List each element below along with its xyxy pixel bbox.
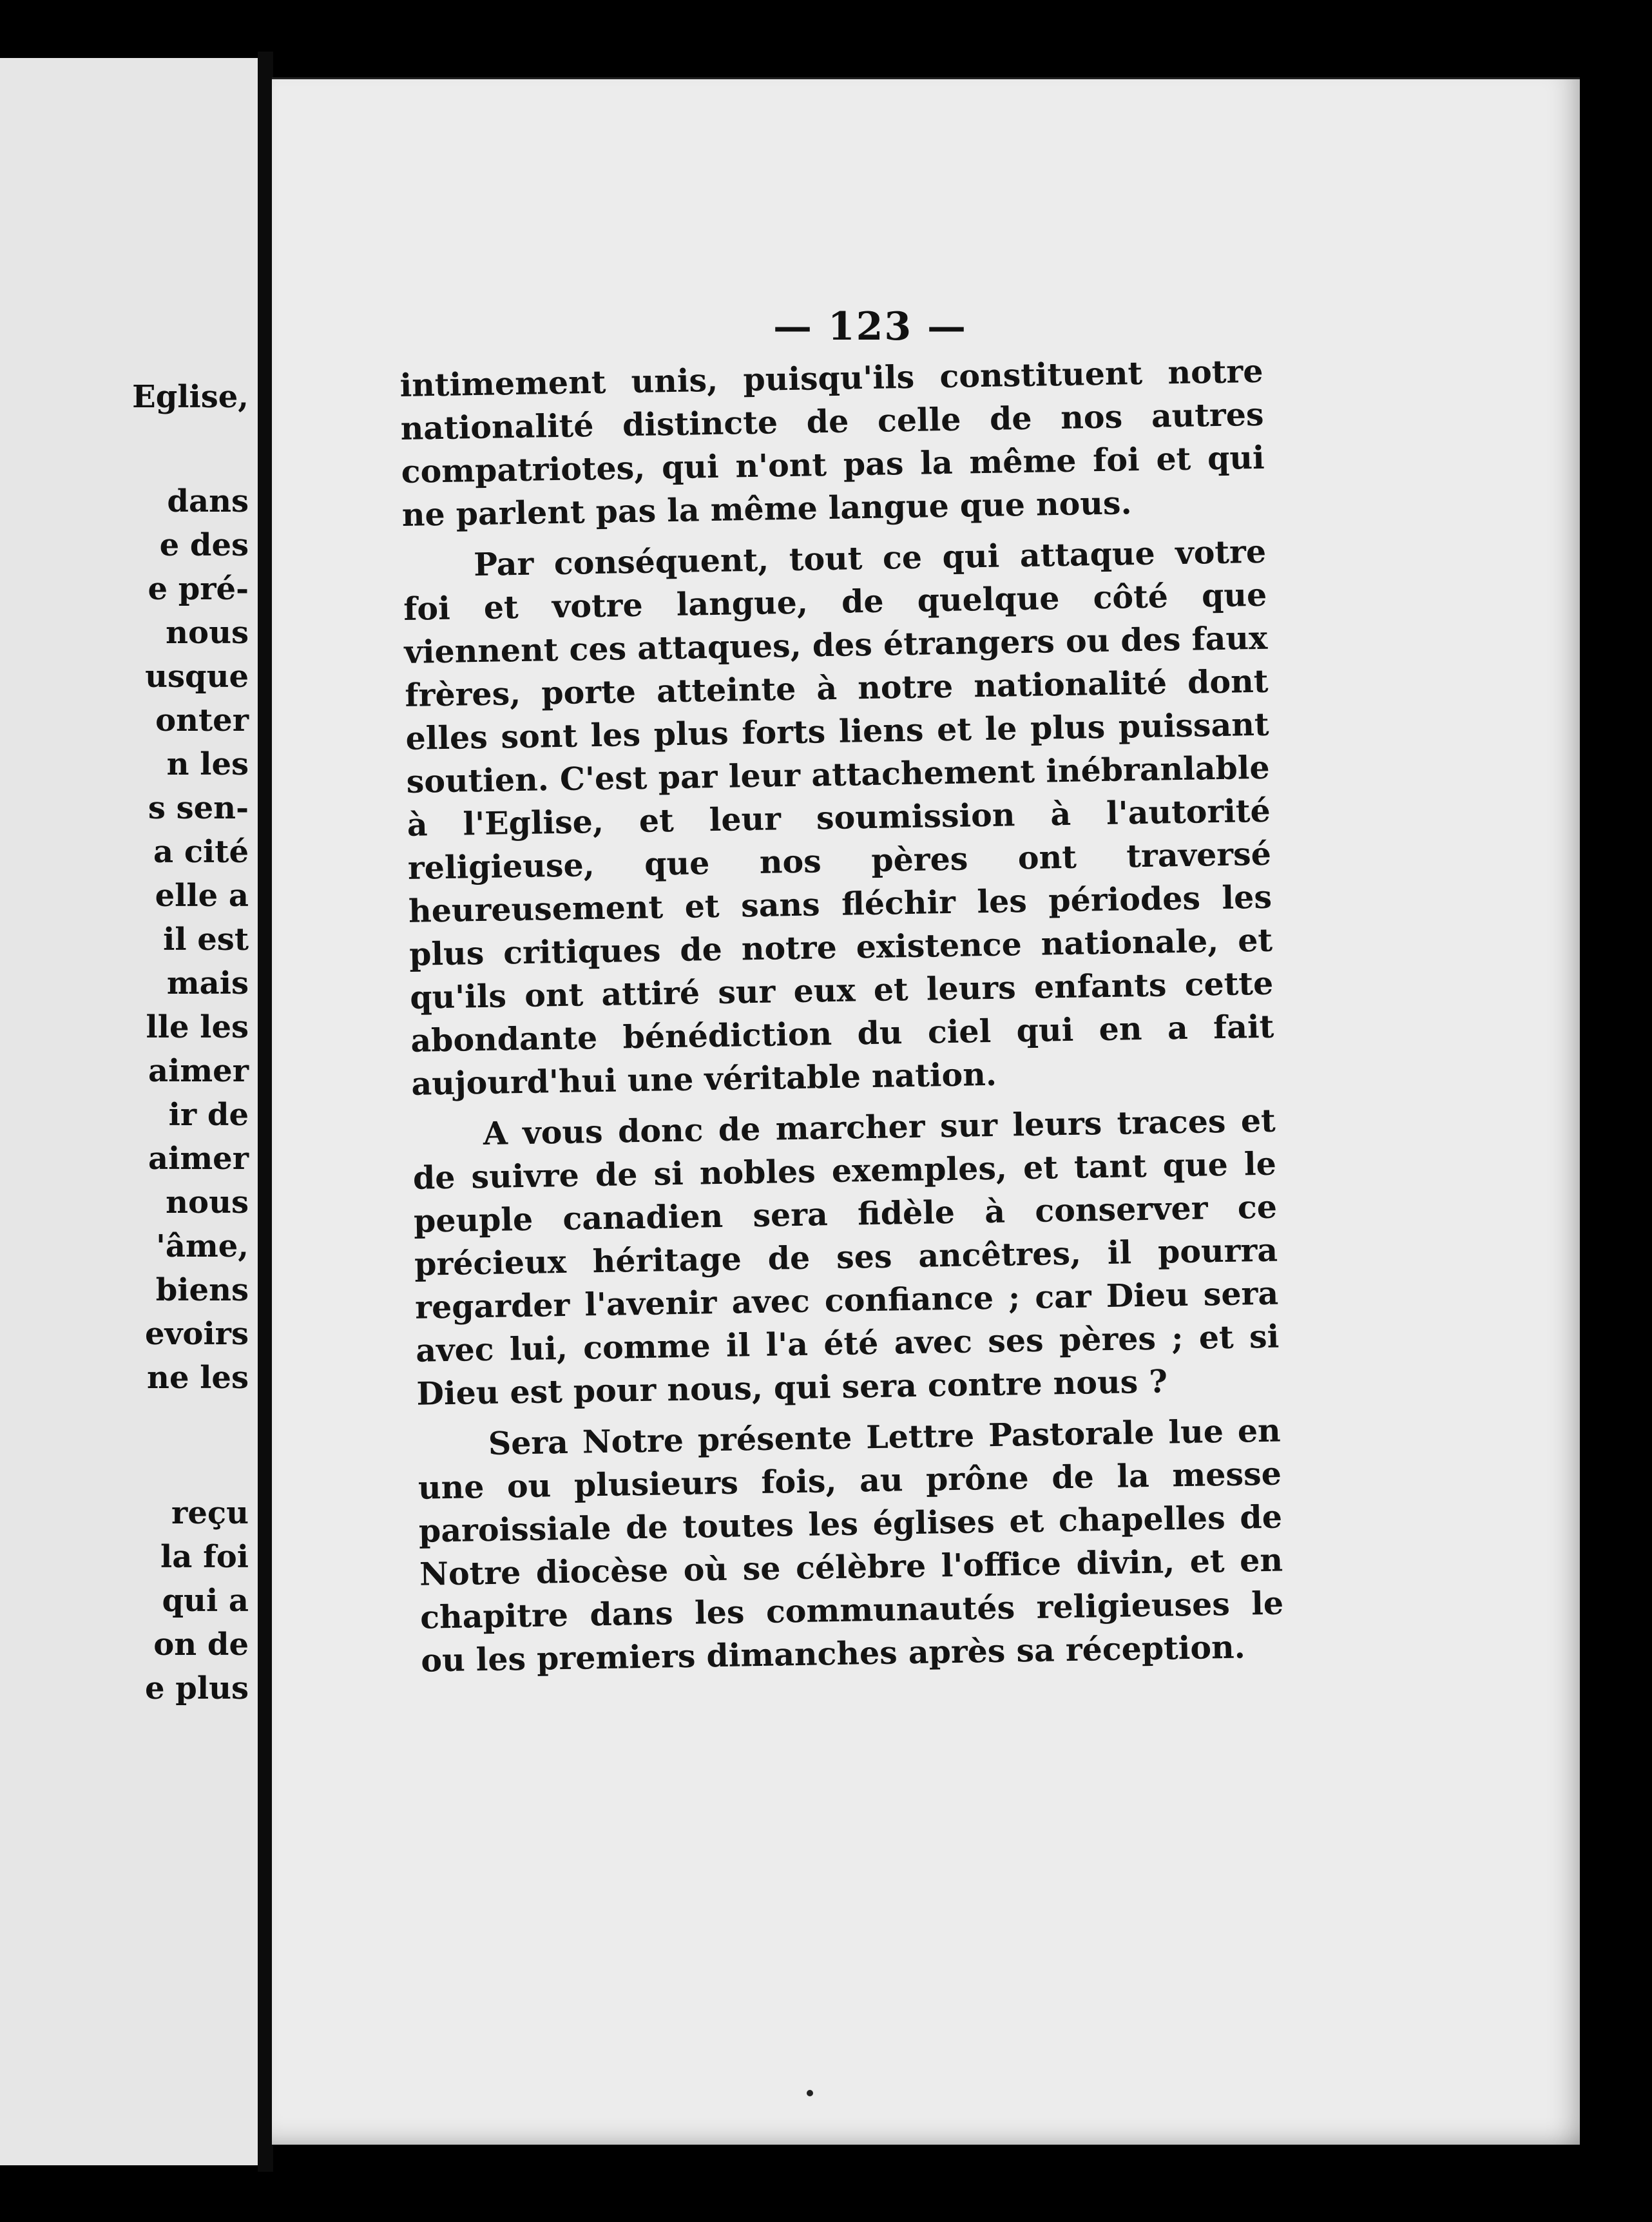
left-page-fragment: reçu [171,1495,249,1531]
left-page-fragment: onter [155,702,249,739]
paragraph: Par conséquent, tout ce qui attaque votre foi et votre langue, de quelque côté que viennent ces attaques, des étrangers ou des faux frères, porte atteinte à notre nationalité dont elles sont les plus forts liens et le plus puissant soutien. C'est par leur attachement inébranlable à l'Eglise, et leur soumission à l'autorité religieuse, que nos pères ont traversé heureusement et sans fléchir les périodes les plus critiques de notre existence nationale, et qu'ils ont attiré sur eux et leurs enfants cette abondante bénédiction du ciel qui en a fait aujourd'hui une véritable nation. [403,532,1274,1103]
page-number: — 123 — [773,304,968,349]
paragraph: A vous donc de marcher sur leurs traces et de suivre de si nobles exemples, et tant que le peuple canadien sera fidèle à conserver ce précieux héritage de ses ancêtres, il pourra regarder l'avenir avec confiance ; car Dieu sera avec lui, comme il l'a été avec ses pères ; et si Dieu est pour nous, qui sera contre nous ? [412,1101,1280,1413]
left-page-fragment: aimer [148,1053,249,1089]
left-page-fragment: ne les [147,1360,249,1396]
left-page-fragment: lle les [146,1009,249,1045]
left-page-fragment: e plus [145,1670,249,1706]
left-page-fragment: aimer [148,1141,249,1177]
left-page-fragment: on de [153,1627,249,1663]
left-page-fragment: elle a [155,878,249,914]
ink-speck [807,2090,813,2096]
paragraph: intimement unis, puisqu'ils constituent notre nationalité distincte de celle de nos autres compatriotes, qui n'ont pas la même foi et qui ne parlent pas la même langue que nous. [399,352,1265,534]
left-page-fragment: ir de [168,1097,249,1133]
left-page-fragment: qui a [162,1583,249,1619]
left-page-fragment: 'âme, [156,1228,249,1264]
left-page-fragment: biens [155,1272,249,1308]
left-page-fragment: e pré- [148,571,249,607]
left-page-fragment: Eglise, [132,379,249,415]
left-page-fragment: la foi [160,1539,249,1575]
left-page-fragment: usque [145,659,249,695]
left-page-fragment: dans [167,483,249,519]
page-body-text [399,350,1285,1690]
left-page-fragment: nous [166,1184,249,1221]
left-page-fragment: s sen- [148,790,249,826]
left-page-fragment: a cité [153,834,249,870]
left-page-fragment: nous [166,615,249,651]
left-page-fragment: e des [159,527,249,563]
left-page-fragment: evoirs [145,1316,249,1352]
left-page-fragment: il est [163,922,249,958]
left-page-fragment: mais [166,965,249,1001]
left-page-fragment: n les [166,746,249,782]
paragraph: Sera Notre présente Lettre Pastorale lue en une ou plusieurs fois, au prône de la messe paroissiale de toutes les églises et chapelles de Notre diocèse où se célèbre l'office divin, et en chapitre dans les communautés religieuses le ou les premiers dimanches après sa réception. [418,1411,1284,1679]
left-facing-page [0,58,262,2165]
page-gutter [258,52,273,2172]
